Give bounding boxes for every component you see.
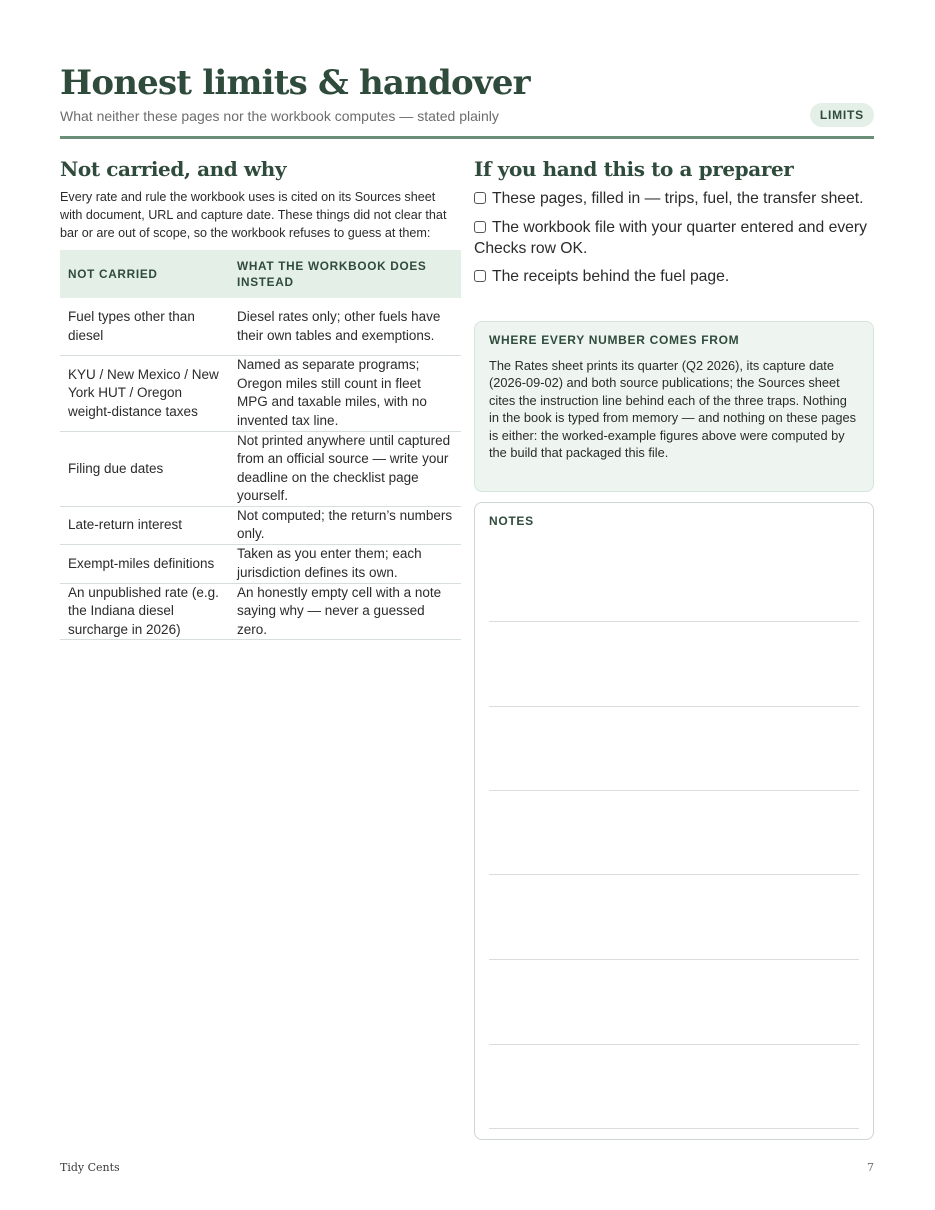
notes-rule [489,1128,859,1129]
table-header-row [60,250,461,298]
notes-heading: NOTES [489,514,534,528]
right-column [474,155,874,528]
table-row [60,506,461,544]
table-cell: KYU / New Mexico / New York HUT / Oregon weight-distance taxes [60,355,229,431]
sources-callout-body: The Rates sheet prints its quarter (Q2 2026), its capture date (2026-09-02) and both source publications; the Sources sheet cites the instruction line behind each of the three traps. Nothing in the book is typed from memory — and nothing on these pages is either: the worked-example figures above were computed by the build that packaged this file. [489,358,857,461]
table-row [60,298,461,355]
page-header [60,62,874,124]
checklist-item [474,188,874,209]
checklist-item-label: The receipts behind the fuel page. [492,268,730,285]
sources-callout-heading: WHERE EVERY NUMBER COMES FROM [489,333,740,347]
limits-table [60,250,461,640]
checkbox-icon[interactable] [474,270,486,282]
checklist-item [474,217,874,259]
handover-checklist [474,188,874,287]
column-header-instead: WHAT THE WORKBOOK DOES INSTEAD [229,250,461,298]
left-column [60,155,461,640]
table-cell: Filing due dates [60,431,229,506]
not-carried-heading: Not carried, and why [60,157,287,181]
table-cell: Named as separate programs; Oregon miles still count in fleet MPG and taxable miles, with no invented tax line. [229,355,461,431]
not-carried-intro: Every rate and rule the workbook uses is cited on its Sources sheet with document, URL and capture date. These things did not clear that bar or are out of scope, so the workbook refuses to guess at them: [60,190,447,240]
checkbox-icon[interactable] [474,221,486,233]
table-row [60,355,461,431]
section-badge: LIMITS [810,103,874,127]
page-subtitle: What neither these pages nor the workbook computes — stated plainly [60,108,499,124]
notes-rule [489,790,859,791]
table-cell: Not printed anywhere until captured from an official source — write your deadline on the checklist page yourself. [229,431,461,506]
table-cell: Diesel rates only; other fuels have their own tables and exemptions. [229,298,461,355]
checklist-item [474,266,874,287]
checkbox-icon[interactable] [474,192,486,204]
column-header-not-carried: NOT CARRIED [60,250,229,298]
page-title: Honest limits & handover [60,63,530,103]
header-divider [60,136,874,139]
table-cell: Late-return interest [60,506,229,544]
table-cell: Exempt-miles definitions [60,544,229,583]
table-row [60,544,461,583]
handover-heading: If you hand this to a preparer [474,157,794,181]
table-cell: Taken as you enter them; each jurisdiction defines its own. [229,544,461,583]
sources-callout [474,321,874,492]
table-cell: Not computed; the return’s numbers only. [229,506,461,544]
checklist-item-label: The workbook file with your quarter entered and every Checks row OK. [474,218,867,257]
page [60,0,874,1210]
table-cell: An honestly empty cell with a note saying why — never a guessed zero. [229,583,461,640]
notes-rule [489,1044,859,1045]
table-row [60,583,461,640]
table-cell: An unpublished rate (e.g. the Indiana diesel surcharge in 2026) [60,583,229,640]
footer-page-number: 7 [867,1161,874,1174]
table-row [60,431,461,506]
table-cell: Fuel types other than diesel [60,298,229,355]
notes-rule [489,621,859,622]
notes-rule [489,706,859,707]
notes-box[interactable] [474,502,874,1140]
notes-rule [489,874,859,875]
footer-brand: Tidy Cents [60,1161,120,1174]
checklist-item-label: These pages, filled in — trips, fuel, the transfer sheet. [492,190,864,207]
notes-rule [489,959,859,960]
